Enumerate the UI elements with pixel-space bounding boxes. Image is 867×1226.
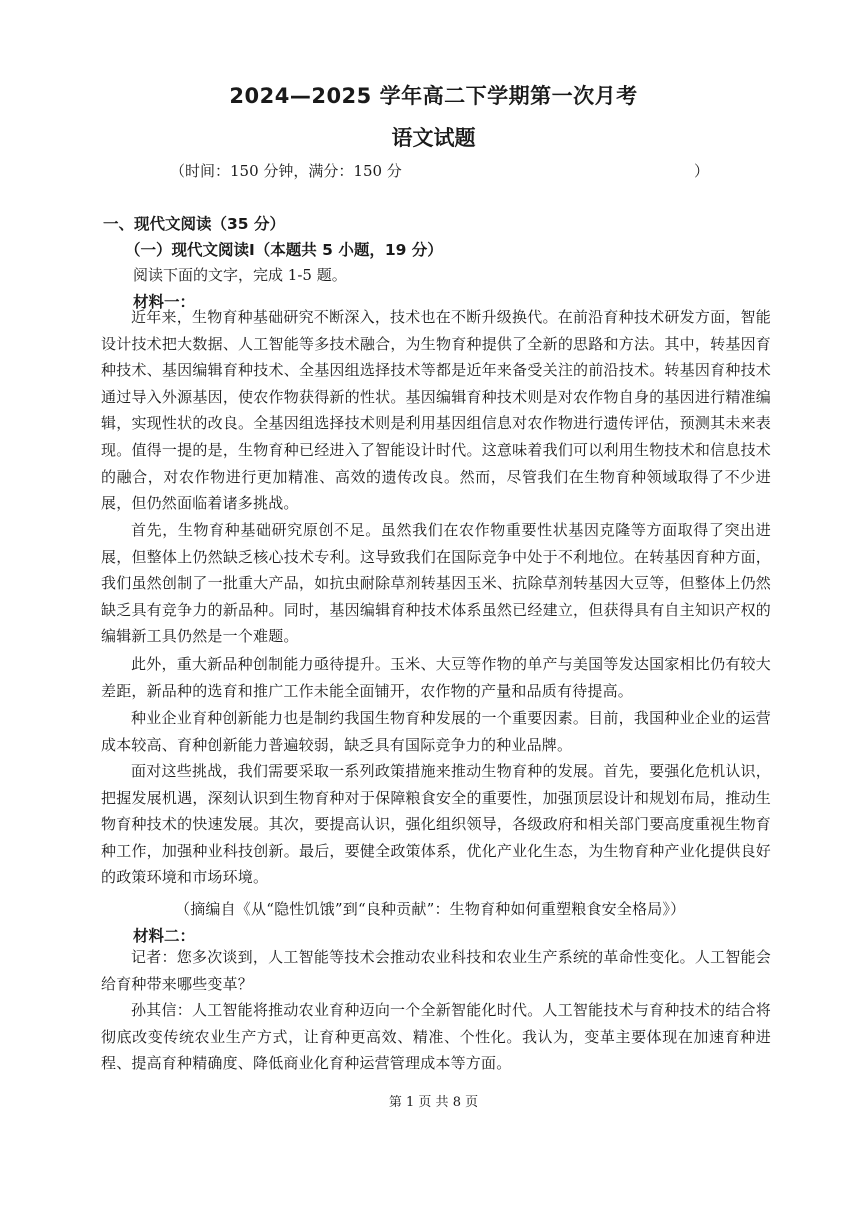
interview-question: 记者：您多次谈到，人工智能等技术会推动农业科技和农业生产系统的革命性变化。人工智能会给育种带来哪些变革？ xyxy=(101,948,771,993)
interview-answer: 孙其信：人工智能将推动农业育种迈向一个全新智能化时代。人工智能技术与育种技术的结合将彻底改变传统农业生产方式，让育种更高效、精准、个性化。我认为，变革主要体现在加速育种进程、提高育种精确度、降低商业化育种运营管理成本等方面。 xyxy=(101,1001,771,1073)
exam-meta: （时间：150 分钟，满分：150 分 xyxy=(170,162,402,180)
sub-section-heading: （一）现代文阅读Ⅰ（本题共 5 小题，19 分） xyxy=(125,241,443,259)
material-one-paragraph: 首先，生物育种基础研究原创不足。虽然我们在农作物重要性状基因克隆等方面取得了突出进展，但整体上仍然缺乏核心技术专利。这导致我们在国际竞争中处于不利地位。在转基因育种方面，我们虽然创制了一批重大产品，如抗虫耐除草剂转基因玉米、抗除草剂转基因大豆等，但整体上仍然缺乏具有竞争力的新品种。同时，基因编辑育种技术体系虽然已经建立，但获得具有自主知识产权的编辑新工具仍然是一个难题。 xyxy=(101,521,771,646)
exam-title: 2024—2025 学年高二下学期第一次月考 xyxy=(229,84,638,108)
material-one-paragraph: 种业企业育种创新能力也是制约我国生物育种发展的一个重要因素。目前，我国种业企业的运营成本较高、育种创新能力普遍较弱，缺乏具有国际竞争力的种业品牌。 xyxy=(101,709,771,754)
material-one-source: （摘编自《从“隐性饥饿”到“良种贡献”：生物育种如何重塑粮食安全格局》） xyxy=(175,900,686,918)
material-one-paragraph: 此外，重大新品种创制能力亟待提升。玉米、大豆等作物的单产与美国等发达国家相比仍有较大差距，新品种的选育和推广工作未能全面铺开，农作物的产量和品质有待提高。 xyxy=(101,655,771,700)
material-one-paragraph: 近年来，生物育种基础研究不断深入，技术也在不断升级换代。在前沿育种技术研发方面，智能设计技术把大数据、人工智能等多技术融合，为生物育种提供了全新的思路和方法。其中，转基因育种技术、基因编辑育种技术、全基因组选择技术等都是近年来备受关注的前沿技术。转基因育种技术通过导入外源基因，使农作物获得新的性状。基因编辑育种技术则是对农作物自身的基因进行精准编辑，实现性状的改良。全基因组选择技术则是利用基因组信息对农作物进行遗传评估，预测其未来表现。值得一提的是，生物育种已经进入了智能设计时代。这意味着我们可以利用生物技术和信息技术的融合，对农作物进行更加精准、高效的遗传改良。然而，尽管我们在生物育种领域取得了不少进展，但仍然面临着诸多挑战。 xyxy=(101,308,771,513)
material-two-label: 材料二： xyxy=(133,927,196,945)
page-number: 第 1 页 共 8 页 xyxy=(388,1095,479,1110)
material-one-label: 材料一： xyxy=(133,293,196,311)
reading-instruction: 阅读下面的文字，完成 1-5 题。 xyxy=(133,266,347,284)
material-one-paragraph: 面对这些挑战，我们需要采取一系列政策措施来推动生物育种的发展。首先，要强化危机认识，把握发展机遇，深刻认识到生物育种对于保障粮食安全的重要性，加强顶层设计和规划布局，推动生物育种技术的快速发展。其次，要提高认识，强化组织领导，各级政府和相关部门要高度重视生物育种工作，加强种业科技创新。最后，要健全政策体系，优化产业化生态，为生物育种产业化提供良好的政策环境和市场环境。 xyxy=(101,762,771,887)
exam-subtitle: 语文试题 xyxy=(391,126,476,150)
section-heading: 一、现代文阅读（35 分） xyxy=(103,215,285,233)
exam-meta-close: ） xyxy=(694,162,710,180)
